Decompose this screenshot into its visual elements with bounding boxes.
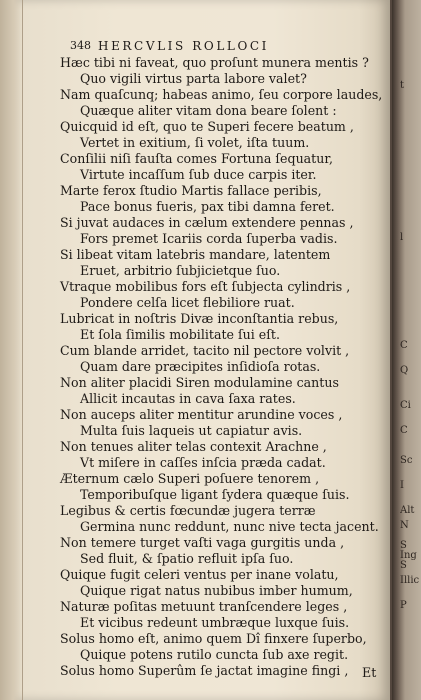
- verse-line: Multa ſuis laqueis ut capiatur avis.: [80, 423, 303, 438]
- verse-line: Vt miſere in caſſes inſcia præda cadat.: [80, 455, 326, 470]
- verse-line: Et ſola ſimilis mobilitate ſui eſt.: [80, 327, 280, 342]
- verse-line: Pondere celſa licet flebiliore ruat.: [80, 295, 295, 310]
- verse-line: Marte ferox ſtudio Martis fallace peribis,: [60, 183, 322, 198]
- facing-page-fragment: [400, 300, 421, 314]
- facing-page-fragment: N: [400, 520, 409, 531]
- facing-page-fragment: Alt: [400, 505, 415, 516]
- verse-line: Solus homo eſt, animo quem Dî finxere ſuperbo,: [60, 631, 367, 646]
- facing-page-fragment: t: [400, 80, 405, 91]
- verse-line: Quicquid id eſt, quo te Superi fecere beatum ,: [60, 119, 354, 134]
- verse-line: Solus homo Superûm ſe jactat imagine fingi ,: [60, 663, 349, 678]
- verse-line: Quam dare præcipites inſidioſa rotas.: [80, 359, 321, 374]
- facing-page-fragment: P: [400, 600, 407, 611]
- verse-line: Allicit incautas in cava ſaxa rates.: [80, 391, 296, 406]
- verse-line: Vtraque mobilibus fors eſt ſubjecta cylindris ,: [60, 279, 351, 294]
- verse-line: Si juvat audaces in cælum extendere pennas ,: [60, 215, 354, 230]
- verse-line: Non auceps aliter mentitur arundine voces ,: [60, 407, 343, 422]
- facing-page-fragment: I: [400, 480, 404, 491]
- verse-line: Sed fluit, & ſpatio refluit ipſa ſuo.: [80, 551, 294, 566]
- facing-page-fragment: S: [400, 560, 407, 571]
- facing-page-fragment: Ing: [400, 550, 417, 561]
- verse-line: Quique fugit celeri ventus per inane volatu,: [60, 567, 339, 582]
- verse-line: Fors premet Icariis corda ſuperba vadis.: [80, 231, 338, 246]
- facing-page-fragment: Ci: [400, 400, 411, 411]
- facing-page-fragment: C: [400, 340, 408, 351]
- page-gutter: [0, 0, 23, 700]
- facing-page-fragment: Q: [400, 365, 409, 376]
- verse-line: Non aliter placidi Siren modulamine cantus: [60, 375, 339, 390]
- verse-line: Pace bonus fueris, pax tibi damna feret.: [80, 199, 335, 214]
- facing-page-fragment: Illic: [400, 575, 420, 586]
- verse-line: Eruet, arbitrio ſubjicietque ſuo.: [80, 263, 281, 278]
- verse-line: Germina nunc reddunt, nunc nive tecta jacent.: [80, 519, 379, 534]
- verse-line: Nam quaſcunq; habeas animo, ſeu corpore laudes,: [60, 87, 383, 102]
- facing-page-fragment: S: [400, 540, 407, 551]
- page-number: 348: [70, 39, 91, 52]
- verse-line: Vertet in exitium, ſi volet, iſta tuum.: [80, 135, 310, 150]
- verse-line: Et vicibus redeunt umbræque luxque ſuis.: [80, 615, 350, 630]
- verse-line: Quæque aliter vitam dona beare ſolent :: [80, 103, 337, 118]
- facing-page-fragment: C: [400, 425, 408, 436]
- verse-line: Hæc tibi ni faveat, quo proſunt munera mentis ?: [60, 55, 369, 70]
- catchword: Et: [362, 665, 377, 680]
- verse-line: Lubricat in noſtris Divæ inconſtantia rebus,: [60, 311, 339, 326]
- verse-line: Virtute incaſſum ſub duce carpis iter.: [80, 167, 317, 182]
- verse-line: Naturæ poſitas metuunt tranſcendere leges ,: [60, 599, 348, 614]
- verse-line: Conſilii niſi fauſta comes Fortuna ſequatur,: [60, 151, 333, 166]
- running-title: HERCVLIS ROLLOCI: [98, 39, 270, 53]
- verse-line: Quique rigat natus nubibus imber humum,: [80, 583, 353, 598]
- verse-line: Cum blande arridet, tacito nil pectore volvit ,: [60, 343, 350, 358]
- verse-line: Si libeat vitam latebris mandare, latentem: [60, 247, 331, 262]
- facing-page-fragment: Sc: [400, 455, 413, 466]
- verse-line: Legibus & certis fœcundæ jugera terræ: [60, 503, 316, 518]
- verse-line: Non tenues aliter telas contexit Arachne ,: [60, 439, 327, 454]
- facing-page-fragment: l: [400, 232, 404, 243]
- verse-line: Æternum cælo Superi poſuere tenorem ,: [60, 471, 320, 486]
- verse-line: Quique potens rutilo cuncta ſub axe regit.: [80, 647, 349, 662]
- verse-line: Quo vigili virtus parta labore valet?: [80, 71, 307, 86]
- verse-line: Non temere turget vaſti vaga gurgitis unda ,: [60, 535, 345, 550]
- verse-line: Temporibuſque ligant ſydera quæque ſuis.: [80, 487, 350, 502]
